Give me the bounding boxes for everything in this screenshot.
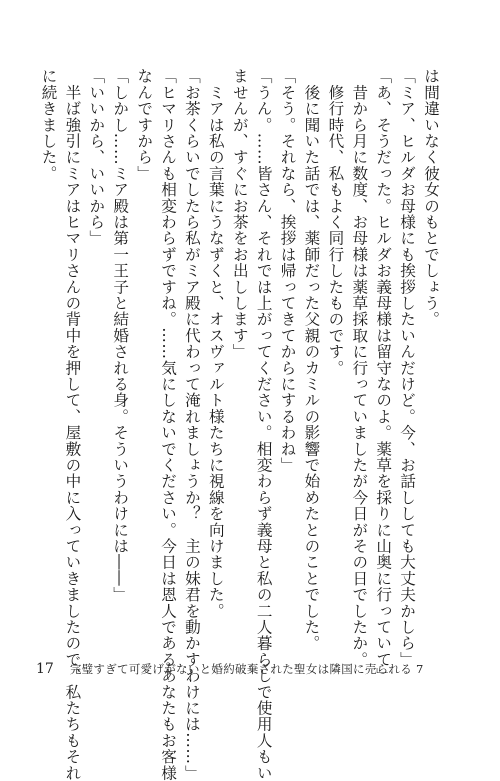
page-number: 17 [36, 661, 54, 677]
text-line: 「ヒマリさんも相変わらずですね。……気にしないでください。今日は恩人であるあなたもお客様 [159, 68, 178, 781]
book-title: 完璧すぎて可愛げがないと婚約破棄された聖女は隣国に売られる 7 [69, 662, 424, 676]
text-line: 「しかし……ミア殿は第一王子と結婚される身。そういうわけには――」 [111, 68, 130, 603]
text-line: 「うん。……皆さん、それでは上がってください。相変わらず義母と私の二人暮らしで使用人もい [254, 68, 273, 781]
text-line: 後に聞いた話では、薬師だった父親のカミルの影響で始めたとのことでした。 [302, 68, 321, 652]
text-line: なんですから」 [135, 68, 154, 182]
text-line: 「いいから、いいから」 [87, 68, 106, 247]
page-footer [36, 661, 424, 677]
text-line: 「そう。それなら、挨拶は帰ってきてからにするわね」 [278, 68, 297, 473]
text-line: に続きました。 [39, 68, 58, 182]
text-line: は間違いなく彼女のもとでしょう。 [422, 68, 440, 328]
text-line: 昔から月に数度、お母様は薬草採取に行っていましたが今日がその日でしたか。 [350, 68, 369, 668]
text-line: 「ミア、ヒルダお母様にも挨拶したいんだけど。今、お話ししても大丈夫かしら」 [398, 68, 417, 668]
text-line: 「あ、そうだった。ヒルダお義母様は留守なのよ。薬草を採りに山奥に行っていて」 [374, 68, 393, 684]
text-line: ミアは私の言葉にうなずくと、オスヴァルト様たちに視線を向けました。 [206, 68, 225, 619]
text-line: 「お茶くらいでしたら私がミア殿に代わって淹れましょうか？ 主の妹君を動かすわけには……」 [182, 68, 201, 781]
text-line: ませんが、すぐにお茶をお出しします」 [230, 68, 249, 360]
text-line: 半ば強引にミアはヒマリさんの背中を押して、屋敷の中に入っていきましたので、私たちもそれ [63, 68, 82, 781]
text-line: 修行時代、私もよく同行したものです。 [326, 68, 345, 376]
